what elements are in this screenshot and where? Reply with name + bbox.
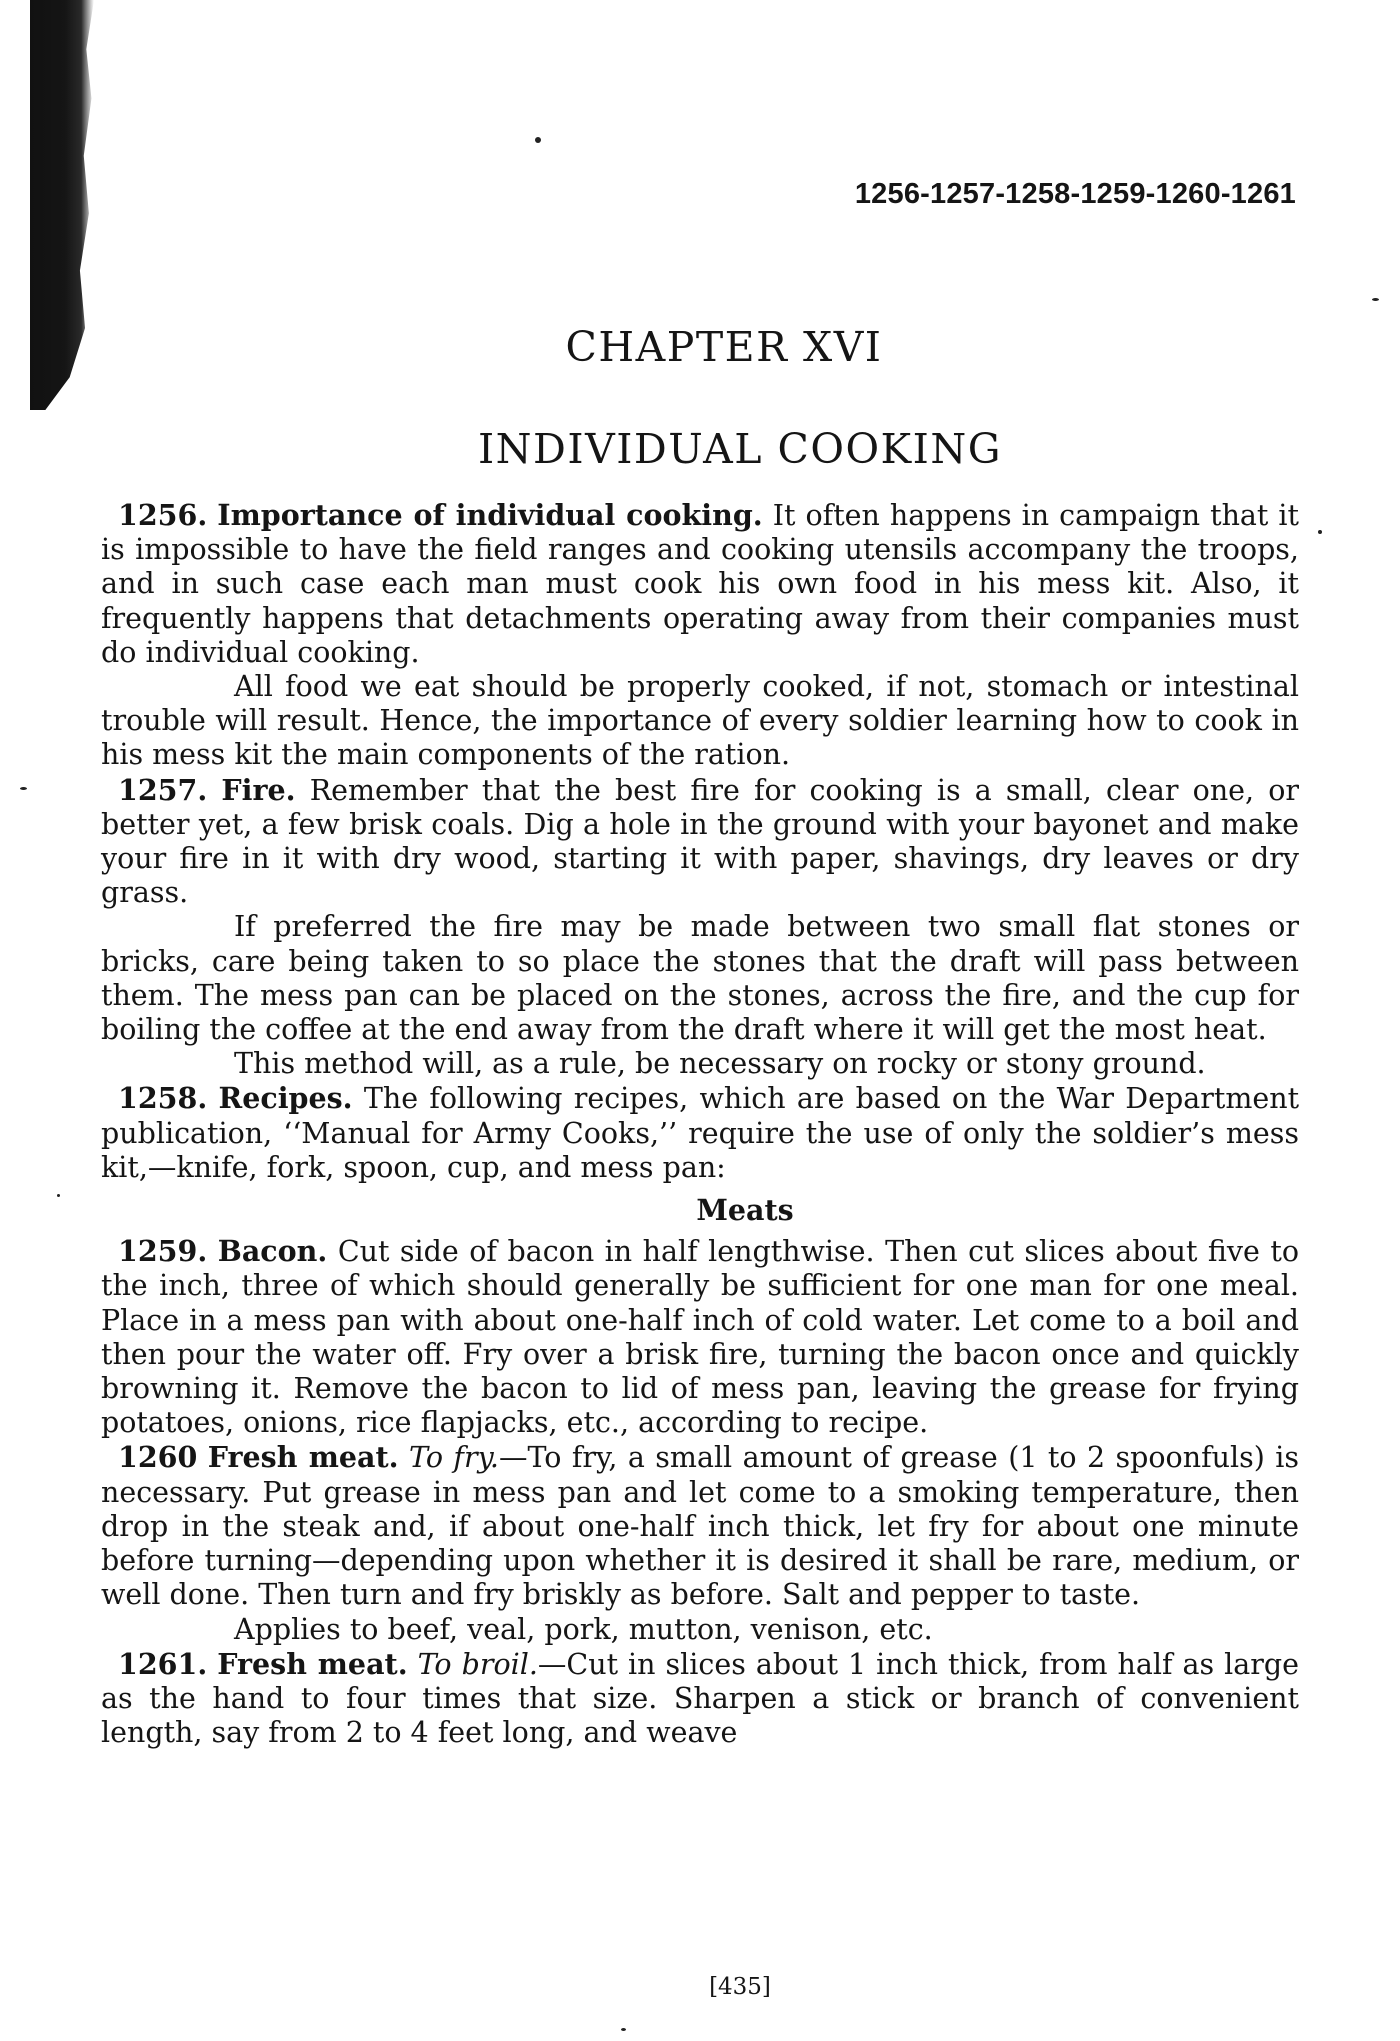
body-text xyxy=(101,498,1299,1750)
paragraph-1256 xyxy=(101,498,1299,670)
paragraph: This method will, as a rule, be necessary on rocky or stony ground. xyxy=(234,1047,1206,1081)
section-heading: Fire. xyxy=(221,772,296,807)
scan-speck xyxy=(1318,530,1322,534)
paragraph-1261 xyxy=(101,1647,1299,1751)
section-heading: Bacon. xyxy=(217,1234,328,1269)
section-number: 1256. xyxy=(118,498,208,532)
paragraph: All food we eat should be properly cooked, if not, stomach or intestinal trouble will result. Hence, the importance of every soldier learning how to cook in his mess kit the main components of the ration. xyxy=(101,670,1299,772)
chapter-title: INDIVIDUAL COOKING xyxy=(477,425,1003,473)
section-heading: Fresh meat. xyxy=(217,1646,408,1681)
subheading-meats: Meats xyxy=(696,1193,794,1228)
paragraph-text: Cut side of bacon in half lengthwise. Then cut slices about five to the inch, three of which should generally be sufficient for one man for one meal. Place in a mess pan with about one-half inch of cold water. Let come to a boil and then pour the water off. Fry over a brisk fire, turning the bacon once and quickly browning it. Remove the bacon to lid of mess pan, leaving the grease for frying potatoes, onions, rice flapjacks, etc., according to recipe. xyxy=(101,1235,1300,1440)
page-number: [435] xyxy=(709,1974,771,2000)
scan-speck xyxy=(621,2028,626,2031)
section-heading: Fresh meat. xyxy=(207,1440,399,1475)
section-number: 1257. xyxy=(118,772,208,807)
paragraph-1259 xyxy=(101,1234,1299,1440)
section-number: 1261. xyxy=(118,1646,208,1681)
section-number: 1260 xyxy=(118,1440,198,1475)
paragraph-text: The following recipes, which are based on the War Department publication, ‘‘Manual for Army Cooks,’’ require the use of only the soldier’s mess kit,—knife, fork, spoon, cup, and mess pan: xyxy=(101,1082,1300,1184)
paragraph-text: —To fry, a small amount of grease (1 to 2 spoonfuls) is necessary. Put grease in mess pan and let come to a smoking temperature, then drop in the steak and, if about one-half inch thick, let fry for about one minute before turning—depending upon whether it is desired it shall be rare, medium, or well done. Then turn and fry briskly as before. Salt and pepper to taste. xyxy=(101,1441,1300,1612)
paragraph-text: It often happens in campaign that it is impossible to have the field ranges and cooking utensils accompany the troops, and in such case each man must cook his own food in his mess kit. Also, it frequently happens that detachments operating away from their companies must do individual cooking. xyxy=(101,499,1299,669)
method-label: To broil. xyxy=(417,1647,538,1681)
paragraph-1257 xyxy=(101,773,1299,911)
paragraph-1260 xyxy=(101,1440,1299,1612)
chapter-number: CHAPTER XVI xyxy=(565,323,883,371)
section-heading: Recipes. xyxy=(218,1081,353,1116)
section-number: 1258. xyxy=(118,1081,208,1116)
paragraph-text: Remember that the best fire for cooking is a small, clear one, or better yet, a few brisk coals. Dig a hole in the ground with your bayonet and make your fire in it with dry wood, starting it with paper, shavings, dry leaves or dry grass. xyxy=(101,773,1300,910)
section-number: 1259. xyxy=(118,1234,208,1269)
paragraph: Applies to beef, veal, pork, mutton, venison, etc. xyxy=(234,1612,933,1646)
page-range-header: 1256-1257-1258-1259-1260-1261 xyxy=(854,178,1296,210)
method-label: To fry. xyxy=(409,1441,499,1475)
scan-speck xyxy=(20,787,27,790)
paragraph-text: —Cut in slices about 1 inch thick, from half as large as the hand to four times that size. Sharpen a stick or branch of convenient length, say from 2 to 4 feet long, and weave xyxy=(101,1647,1299,1750)
scan-speck xyxy=(1372,298,1379,301)
scan-speck xyxy=(57,1194,60,1197)
scan-speck xyxy=(535,137,541,143)
paragraph: If preferred the fire may be made between two small flat stones or bricks, care being taken to so place the stones that the draft will pass between them. The mess pan can be placed on the stones, across the fire, and the cup for boiling the coffee at the end away from the draft where it will get the most heat. xyxy=(101,910,1299,1047)
paragraph-1258 xyxy=(101,1081,1299,1185)
section-heading: Importance of individual cooking. xyxy=(217,498,763,532)
